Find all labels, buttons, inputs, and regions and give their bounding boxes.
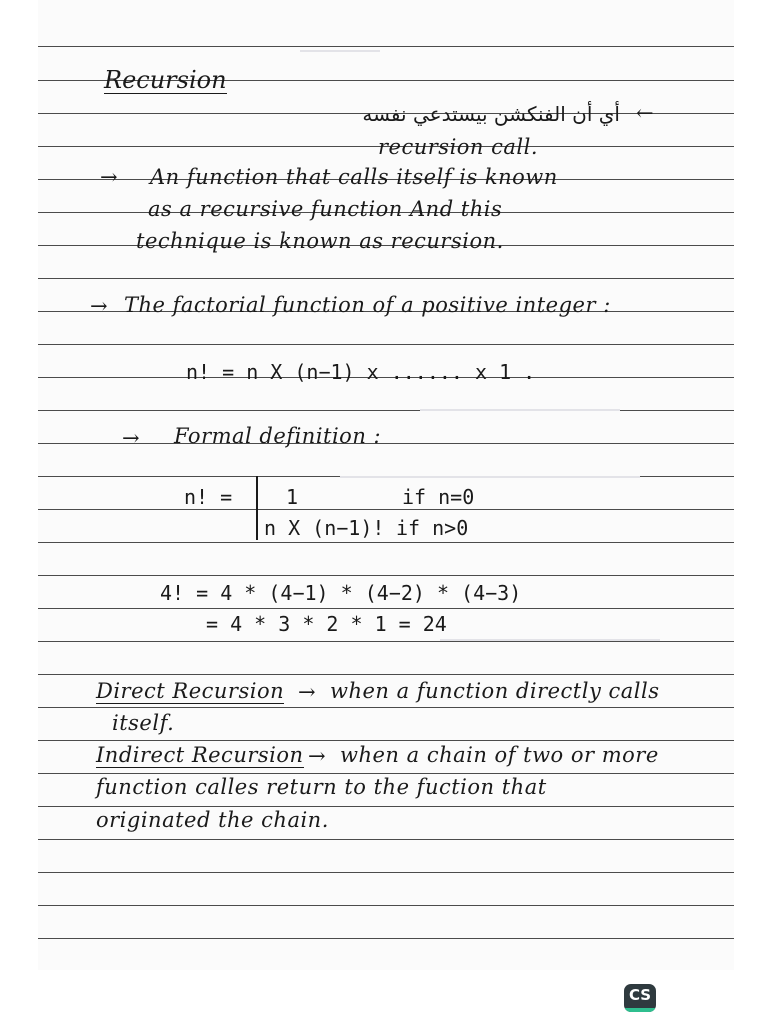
indirect-recursion-label: Indirect Recursion <box>96 743 304 767</box>
indirect-recursion-text: when a chain of two or more <box>340 743 659 767</box>
page-title: Recursion <box>104 66 227 94</box>
ruled-line <box>38 674 734 675</box>
case-1-condition: if n=0 <box>402 485 475 509</box>
ruled-line <box>38 806 734 807</box>
formal-heading: Formal definition : <box>174 424 382 448</box>
recursion-call-text: recursion call. <box>378 135 539 159</box>
direct-recursion-label: Direct Recursion <box>96 679 285 703</box>
ruled-line <box>38 740 734 741</box>
formal-lhs: n! = <box>184 485 233 509</box>
direct-recursion-text: when a function directly calls <box>330 679 660 703</box>
bleed-through-mark <box>420 395 620 411</box>
ruled-line <box>38 905 734 906</box>
definition-line-2: as a recursive function And this <box>148 197 503 221</box>
ruled-line <box>38 278 734 279</box>
arrow-right-icon: → <box>90 294 109 318</box>
arrow-right-icon: → <box>122 426 141 450</box>
ruled-line <box>38 707 734 708</box>
case-1-value: 1 <box>286 485 299 509</box>
direct-recursion-text-2: itself. <box>112 711 175 735</box>
arrow-right-icon: → <box>308 744 327 768</box>
ruled-line <box>38 641 734 642</box>
factorial-formula: n! = n X (n−1) x ...... x 1 . <box>186 360 536 384</box>
case-2-condition: if n>0 <box>396 516 469 540</box>
definition-line-1: An function that calls itself is known <box>150 165 558 189</box>
factorial-heading: The factorial function of a positive integer : <box>124 293 611 317</box>
example-line-1: 4! = 4 * (4−1) * (4−2) * (4−3) <box>160 581 522 605</box>
ruled-line <box>38 542 734 543</box>
ruled-line <box>38 344 734 345</box>
indirect-recursion-text-2: function calles return to the fuction that <box>96 775 547 799</box>
bleed-through-mark <box>300 36 380 52</box>
ruled-line <box>38 608 734 609</box>
case-2-value: n X (n−1)! <box>264 516 385 540</box>
arrow-right-icon: → <box>100 165 119 189</box>
camscanner-logo-icon <box>624 984 656 1012</box>
arabic-note: أي أن الفنكشن بيستدعي نفسه <box>362 102 620 126</box>
logo-accent <box>624 1008 656 1012</box>
ruled-line <box>38 839 734 840</box>
bleed-through-mark <box>440 625 660 641</box>
ruled-line <box>38 509 734 510</box>
ruled-line <box>38 575 734 576</box>
ruled-line <box>38 46 734 47</box>
ruled-line <box>38 410 734 411</box>
example-line-2: = 4 * 3 * 2 * 1 = 24 <box>206 612 447 636</box>
ruled-line <box>38 443 734 444</box>
logo-text: CS <box>628 986 652 1004</box>
definition-line-3: technique is known as recursion. <box>136 229 504 253</box>
ruled-line <box>38 773 734 774</box>
ruled-line <box>38 872 734 873</box>
arrow-right-icon: → <box>298 680 317 704</box>
ruled-line <box>38 938 734 939</box>
bleed-through-mark <box>340 462 640 478</box>
arrow-left-icon: ← <box>636 101 655 125</box>
indirect-recursion-text-3: originated the chain. <box>96 808 329 832</box>
case-brace <box>256 476 258 540</box>
